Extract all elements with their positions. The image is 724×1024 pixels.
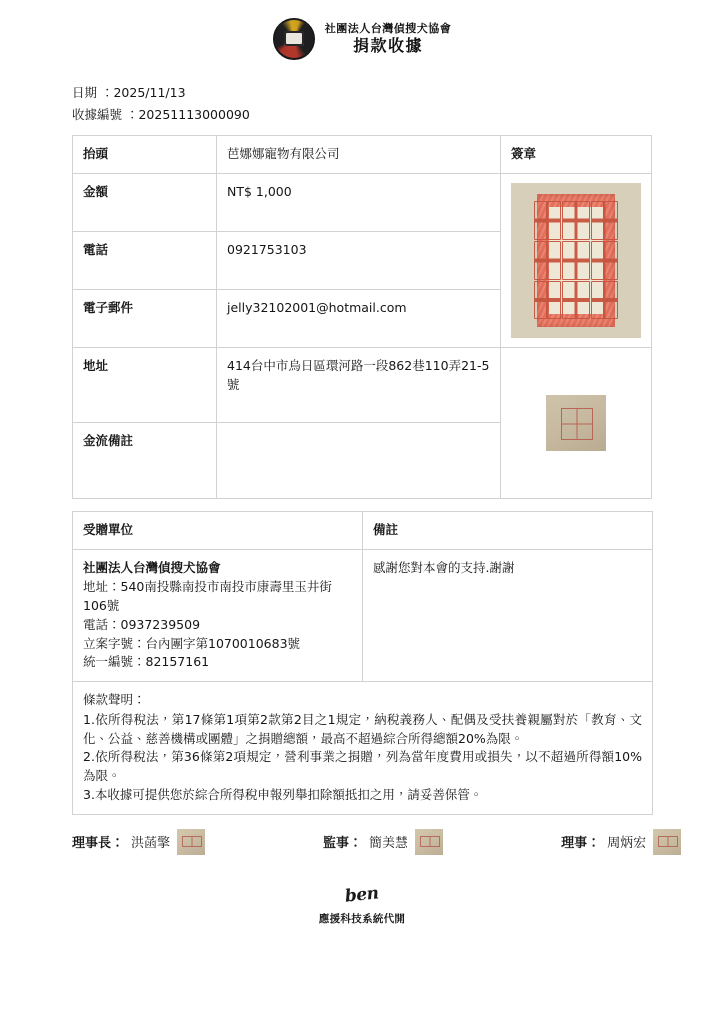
document-footer <box>0 882 724 926</box>
header-text-group <box>325 22 452 57</box>
row-label-phone: 電話 <box>73 231 217 289</box>
document-header <box>0 0 724 62</box>
signature-role-chairman: 理事長： <box>72 836 125 851</box>
large-seal-cell <box>501 173 652 347</box>
signature-name-chairman: 洪菡擎 <box>131 836 171 851</box>
row-value-amount: NT$ 1,000 <box>217 173 501 231</box>
signature-name-supervisor: 簡美慧 <box>369 836 409 851</box>
row-label-amount: 金額 <box>73 173 217 231</box>
terms-item-1: 1.依所得稅法，第17條第1項第2款第2目之1規定，納稅義務人、配偶及受扶養親屬對於「教育、文化、公益、慈善機構或團體」之捐贈總額，最高不超過綜合所得總額20%為限。 <box>83 711 642 746</box>
row-label-payment-memo: 金流備註 <box>73 423 217 499</box>
signature-director <box>561 829 681 855</box>
seal-glyph-grid <box>531 198 622 322</box>
small-seal-container <box>511 357 641 489</box>
table-row <box>73 549 653 682</box>
row-value-title: 芭娜娜寵物有限公司 <box>217 136 501 174</box>
officer-seal-stamp-icon <box>653 829 681 855</box>
terms-title: 條款聲明： <box>83 692 146 707</box>
officer-seal-stamp-icon <box>415 829 443 855</box>
table-spacer <box>72 499 652 511</box>
remark-text: 感謝您對本會的支持.謝謝 <box>373 559 515 575</box>
signature-row <box>0 815 724 855</box>
small-seal-cell <box>501 347 652 498</box>
receipt-number: 收據編號 ：20251113000090 <box>72 106 250 122</box>
recipient-registration-number: 立案字號：台內團字第1070010683號 <box>83 635 301 651</box>
donor-details-table <box>72 135 652 499</box>
row-label-title: 抬頭 <box>73 136 217 174</box>
signature-role-director: 理事： <box>561 836 601 851</box>
officer-seal-stamp-icon <box>177 829 205 855</box>
terms-item-2: 2.依所得稅法，第36條第2項規定，營利事業之捐贈，列為當年度費用或損失，以不超過所得額10%為限。 <box>83 749 642 783</box>
small-square-seal-stamp-image-icon <box>546 395 606 451</box>
terms-item-3: 3.本收據可提供您於綜合所得稅申報列舉扣除額抵扣之用，請妥善保管。 <box>83 786 483 802</box>
document-title: 捐款收據 <box>352 36 423 56</box>
signature-chairman <box>72 829 205 855</box>
large-red-seal-stamp-image-icon <box>511 183 641 338</box>
seal-column-header: 簽章 <box>501 136 652 174</box>
vendor-logo: ben <box>344 882 380 907</box>
recipient-tax-id: 統一編號：82157161 <box>83 654 210 670</box>
recipient-org-name: 社團法人台灣偵搜犬協會 <box>83 559 221 575</box>
table-row <box>73 347 652 423</box>
donor-table-wrapper <box>0 135 724 815</box>
signature-supervisor <box>323 829 443 855</box>
row-label-email: 電子郵件 <box>73 289 217 347</box>
recipient-and-terms-table <box>72 511 653 815</box>
recipient-phone: 電話：0937239509 <box>83 616 201 632</box>
row-value-payment-memo <box>217 423 501 499</box>
table-row <box>73 511 653 549</box>
recipient-address: 地址：540南投縣南投市南投市康壽里玉井街106號 <box>83 579 332 613</box>
table-row <box>73 136 652 174</box>
association-badge-logo-icon <box>273 18 315 60</box>
row-value-email: jelly32102001@hotmail.com <box>217 289 501 347</box>
table-row <box>73 682 653 815</box>
table-row <box>73 173 652 231</box>
remark-cell <box>363 549 653 682</box>
recipient-details-cell <box>73 549 363 682</box>
row-label-address: 地址 <box>73 347 217 423</box>
organization-name: 社團法人台灣偵搜犬協會 <box>324 21 452 35</box>
recipient-header: 受贈單位 <box>73 511 363 549</box>
remark-header: 備註 <box>363 511 653 549</box>
vendor-note: 應援科技系統代開 <box>318 912 406 925</box>
row-value-address: 414台中市烏日區環河路一段862巷110弄21-5號 <box>217 347 501 423</box>
receipt-meta <box>0 82 724 125</box>
signature-name-director: 周炳宏 <box>607 836 647 851</box>
signature-role-supervisor: 監事： <box>323 836 363 851</box>
receipt-date: 日期 ：2025/11/13 <box>72 85 186 100</box>
row-value-phone: 0921753103 <box>217 231 501 289</box>
terms-declaration-cell <box>73 682 653 815</box>
